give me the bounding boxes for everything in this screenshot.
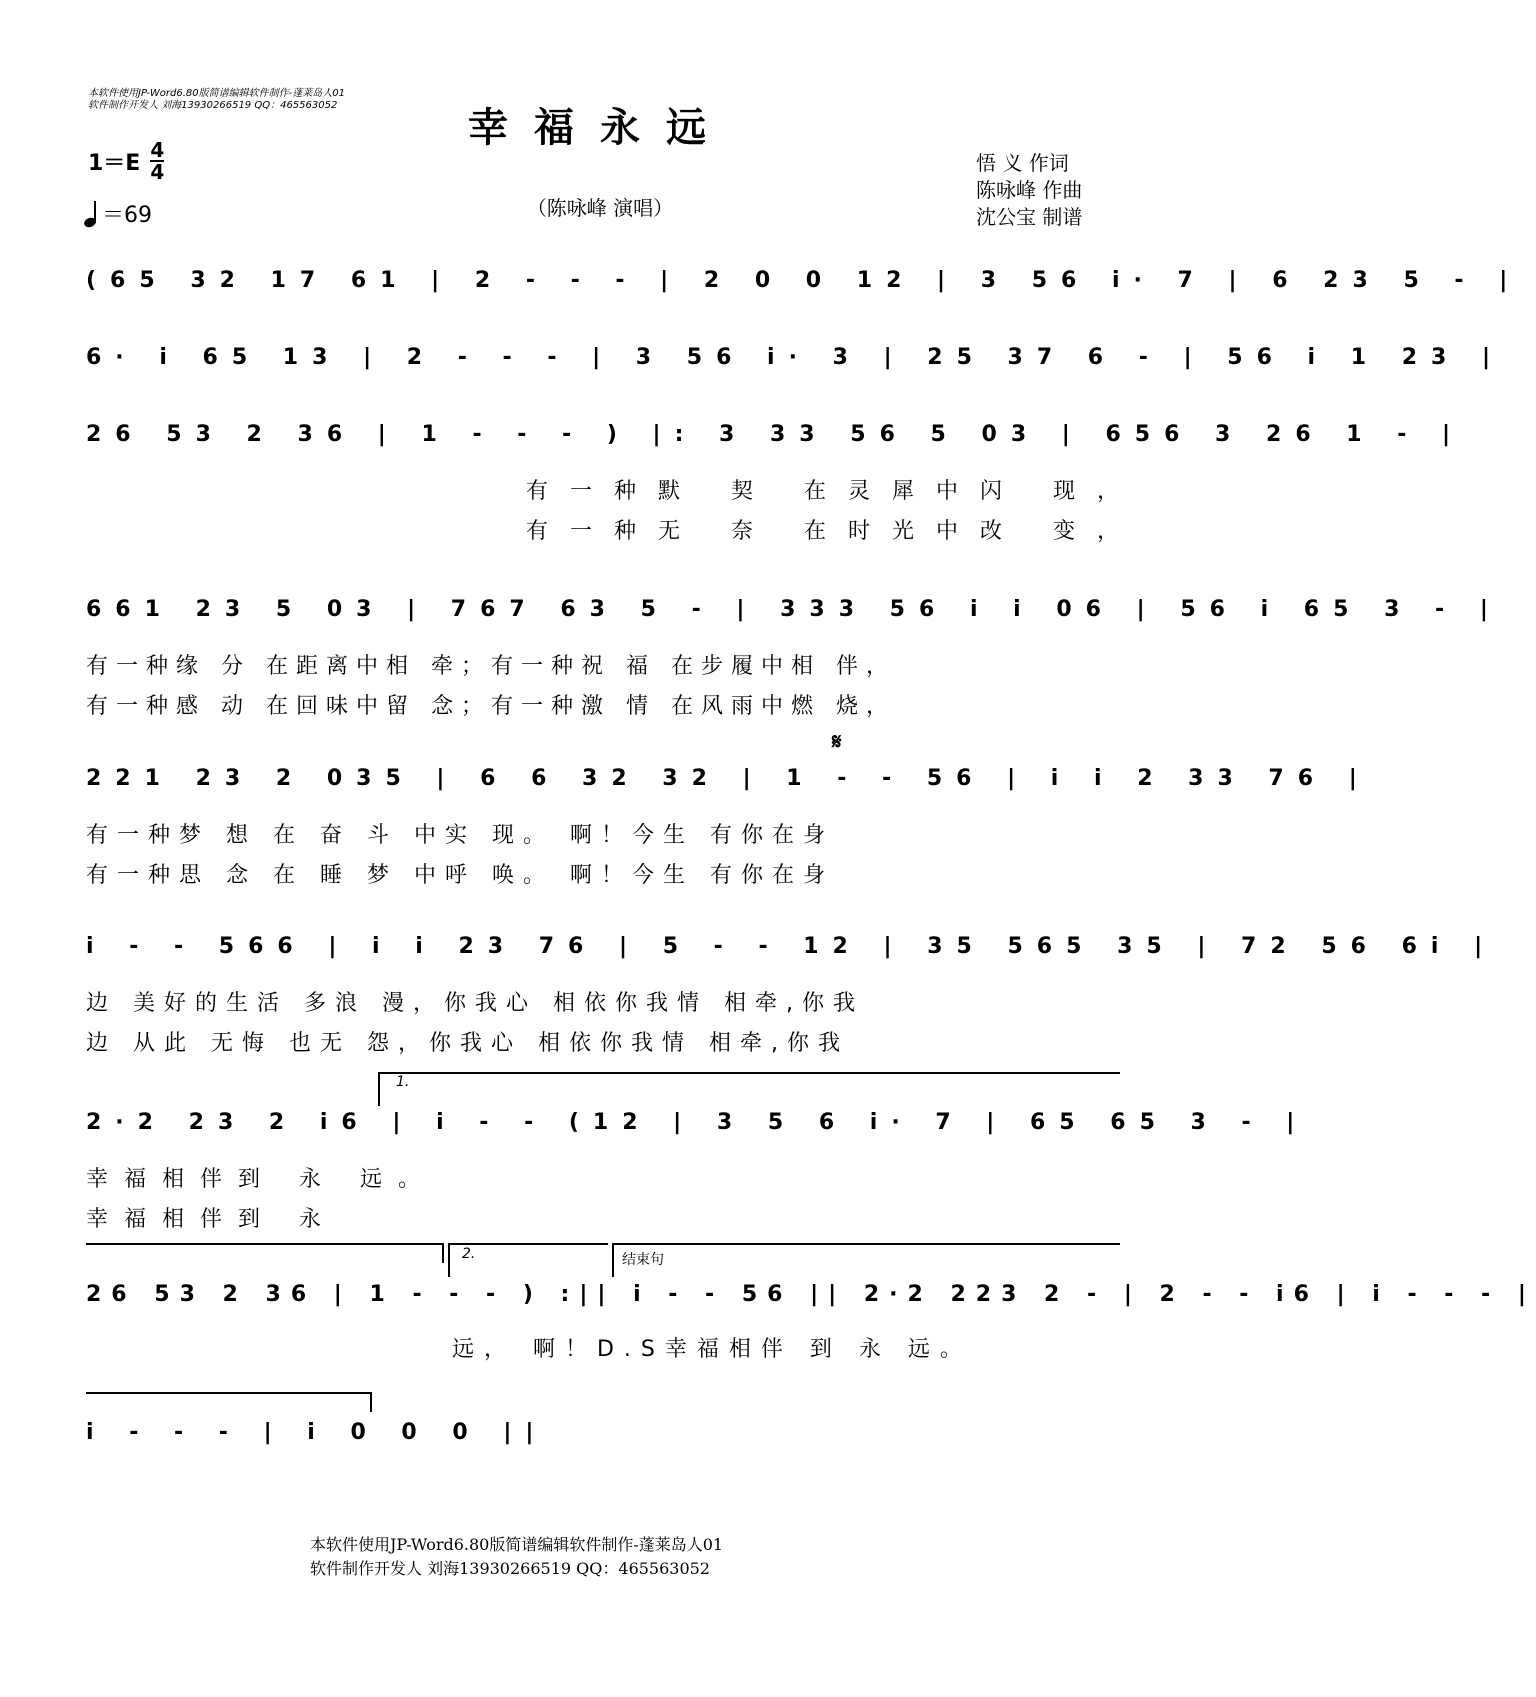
lyric-line-5-verse-1: 有一种梦 想 在 奋 斗 中实 现。 啊！今生 有你在身 — [86, 823, 834, 848]
volta-1-bracket-top — [378, 1072, 1120, 1074]
composer-credit: 陈咏峰 作曲 — [976, 178, 1083, 202]
song-title: 幸福永远 — [468, 105, 732, 151]
lyricist-credit: 悟 义 作词 — [976, 151, 1069, 175]
notes-line-2: 6· i 65 13 | 2 - - - | 3 56 i· 3 | 25 37 6 - | 56 i 1 23 | — [86, 345, 1505, 370]
notes-line-6: i - - 566 | i i 23 76 | 5 - - 12 | 35 565 35 | 72 56 6i | — [86, 934, 1497, 959]
notes-line-1: (65 32 17 61 | 2 - - - | 2 0 0 12 | 3 56 i· 7 | 6 23 5 - | — [86, 268, 1522, 293]
notes-line-3: 26 53 2 36 | 1 - - - ) |: 3 33 56 5 03 | 656 3 26 1 - | — [86, 422, 1465, 447]
first-ending-continuation-line — [86, 1243, 442, 1245]
lyric-line-5-verse-2: 有一种思 念 在 睡 梦 中呼 唤。 啊！今生 有你在身 — [86, 863, 834, 888]
performer-subtitle: （陈咏峰 演唱） — [526, 196, 674, 220]
time-signature — [150, 140, 164, 182]
lyric-line-4-verse-2: 有一种感 动 在回味中留 念；有一种激 情 在风雨中燃 烧， — [86, 694, 896, 719]
lyric-line-6-verse-2: 边 从此 无悔 也无 怨，你我心 相依你我情 相牵,你我 — [86, 1031, 849, 1056]
footer — [310, 1533, 723, 1581]
key-label: 1＝E — [88, 150, 141, 176]
notes-line-7: 2·2 23 2 i6 | i - - (12 | 3 5 6 i· 7 | 65 65 3 - | — [86, 1110, 1309, 1135]
ending-bracket-left — [612, 1243, 614, 1277]
lyric-line-3-verse-1: 有一种默 契 在灵犀中闪 现， — [526, 479, 1141, 504]
volta-2-bracket-left — [448, 1243, 450, 1277]
tempo-marking — [84, 198, 152, 229]
lyric-line-6-verse-1: 边 美好的生活 多浪 漫，你我心 相依你我情 相牵,你我 — [86, 991, 864, 1016]
volta-1-label: 1. — [396, 1074, 410, 1090]
notes-line-4: 661 23 5 03 | 767 63 5 - | 333 56 i i 06 | 56 i 65 3 - | — [86, 597, 1502, 622]
volta-1-bracket-left — [378, 1072, 380, 1106]
lyric-line-4-verse-1: 有一种缘 分 在距离中相 牵；有一种祝 福 在步履中相 伴， — [86, 654, 896, 679]
arranger-credit: 沈公宝 制谱 — [976, 205, 1083, 229]
segno-sign: 𝄋 — [832, 730, 842, 755]
time-bottom: 4 — [150, 160, 165, 184]
ending-label: 结束句 — [622, 1252, 664, 1268]
first-ending-bracket-end — [442, 1243, 444, 1263]
watermark-line-1: 本软件使用JP-Word6.80版简谱编辑软件制作-蓬莱岛人01 — [88, 88, 345, 99]
final-line-top-rule — [86, 1392, 370, 1394]
lyric-line-8: 远， 啊！D.S幸福相伴 到 永 远。 — [452, 1337, 972, 1362]
lyric-line-3-verse-2: 有一种无 奈 在时光中改 变， — [526, 519, 1141, 544]
footer-line-2: 软件制作开发人 刘海13930266519 QQ：465563052 — [310, 1559, 711, 1578]
time-top: 4 — [150, 138, 165, 162]
volta-2-bracket-top — [448, 1243, 608, 1245]
notes-line-5: 221 23 2 035 | 6 6 32 32 | 1 - - 56 | i i 2 33 76 | — [86, 766, 1371, 791]
notes-line-9: i - - - | i 0 0 0 || — [86, 1420, 548, 1445]
watermark-line-2: 软件制作开发人 刘海13930266519 QQ：465563052 — [88, 100, 338, 111]
credits — [976, 150, 1082, 231]
final-line-bracket-end — [370, 1392, 372, 1412]
footer-line-1: 本软件使用JP-Word6.80版简谱编辑软件制作-蓬莱岛人01 — [310, 1535, 724, 1554]
lyric-line-7-verse-2: 幸福相伴到 永 — [86, 1207, 337, 1232]
tempo-value: ＝69 — [102, 203, 152, 228]
lyric-line-7-verse-1: 幸福相伴到 永 远。 — [86, 1167, 436, 1192]
notes-line-8: 26 53 2 36 | 1 - - - ) :|| i - - 56 || 2·2 223 2 - | 2 - - i6 | i - - - | — [86, 1282, 1536, 1307]
ending-bracket-top — [612, 1243, 1120, 1245]
key-signature — [88, 140, 164, 182]
quarter-note-icon — [84, 201, 98, 227]
volta-2-label: 2. — [462, 1246, 476, 1262]
